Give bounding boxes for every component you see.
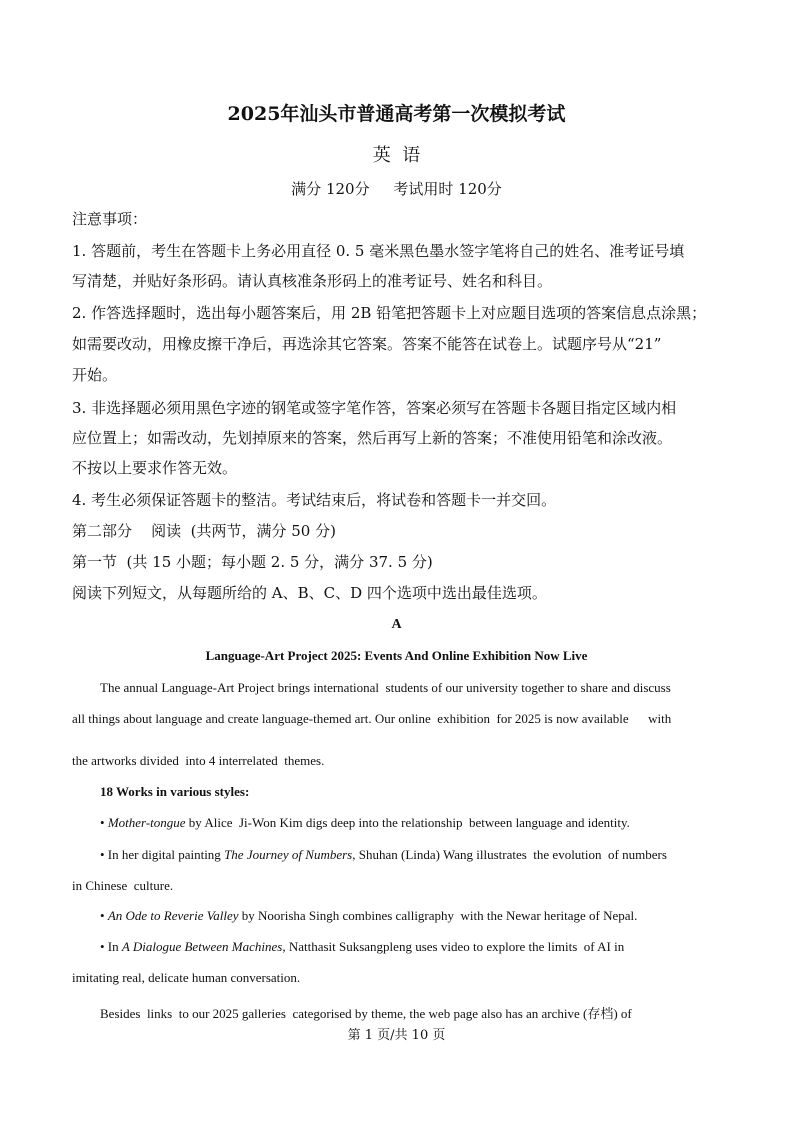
- work-title: The Journey of Numbers: [224, 847, 353, 862]
- paragraph-1-line-2: all things about language and create language-themed art. Our online exhibition for 2025 is now available with: [72, 711, 672, 726]
- work-2-line-2: in Chinese culture.: [72, 878, 174, 893]
- bullet: •: [100, 908, 108, 923]
- note-3-line-2: 应位置上；如需改动，先划掉原来的答案，然后再写上新的答案；不准使用铅笔和涂改液。: [72, 429, 673, 447]
- note-3-line-3: 不按以上要求作答无效。: [72, 459, 238, 477]
- work-desc: by Alice Ji-Won Kim digs deep into the relationship between language and identity.: [185, 815, 630, 830]
- passage-title: Language-Art Project 2025: Events And Online Exhibition Now Live: [205, 648, 588, 663]
- note-2-line-1: 2. 作答选择题时，选出每小题答案后，用 2B 铅笔把答题卡上对应题目选项的答案信息点涂黑；: [72, 304, 707, 322]
- note-2-line-3: 开始。: [72, 366, 118, 384]
- section-instruction: 阅读下列短文，从每题所给的 A、B、C、D 四个选项中选出最佳选项。: [72, 584, 547, 602]
- paragraph-1-line-3: the artworks divided into 4 interrelated themes.: [72, 753, 325, 768]
- bullet: •: [100, 815, 108, 830]
- exam-title: 2025年汕头市普通高考第一次模拟考试: [227, 103, 566, 125]
- work-desc: , Natthasit Suksangpleng uses video to explore the limits of AI in: [282, 939, 625, 954]
- section-sub: 第一节 (共 15 小题；每小题 2. 5 分，满分 37. 5 分): [72, 553, 433, 571]
- section-part: 第二部分 阅读 (共两节，满分 50 分): [72, 522, 336, 540]
- works-heading: 18 Works in various styles:: [100, 784, 250, 799]
- work-4-line-2: imitating real, delicate human conversation.: [72, 970, 301, 985]
- note-1-line-1: 1. 答题前，考生在答题卡上务必用直径 0. 5 毫米黑色墨水签字笔将自己的姓名、准考证号填: [72, 242, 685, 260]
- note-1-line-2: 写清楚，并贴好条形码。请认真核准条形码上的准考证号、姓名和科目。: [72, 272, 553, 290]
- score-time: 满分 120分 考试用时 120分: [291, 180, 502, 198]
- work-title: A Dialogue Between Machines: [121, 939, 283, 954]
- note-2-line-2: 如需要改动，用橡皮擦干净后，再选涂其它答案。答案不能答在试卷上。试题序号从“21”: [72, 335, 662, 353]
- page-number: 第 1 页/共 10 页: [347, 1028, 446, 1043]
- paragraph-2-line-1: Besides links to our 2025 galleries categorised by theme, the web page also has an archive (存档) of: [100, 1006, 632, 1021]
- work-prefix: • In her digital painting: [100, 847, 225, 862]
- work-desc: by Noorisha Singh combines calligraphy with the Newar heritage of Nepal.: [238, 908, 638, 923]
- work-prefix: • In: [100, 939, 122, 954]
- passage-letter: A: [391, 617, 402, 632]
- note-3-line-1: 3. 非选择题必须用黑色字迹的钢笔或签字笔作答，答案必须写在答题卡各题目指定区域内相: [72, 399, 677, 417]
- work-title: An Ode to Reverie Valley: [107, 908, 239, 923]
- subject-title: 英 语: [372, 145, 421, 166]
- work-1: [100, 815, 630, 831]
- note-4-line-1: 4. 考生必须保证答题卡的整洁。考试结束后，将试卷和答题卡一并交回。: [72, 491, 557, 509]
- work-desc: , Shuhan (Linda) Wang illustrates the evolution of numbers: [352, 847, 667, 862]
- work-4: [100, 939, 624, 955]
- work-3: [100, 908, 637, 924]
- notes-heading: 注意事项：: [72, 210, 148, 228]
- paragraph-1-line-1: The annual Language-Art Project brings international students of our university together to share and discuss: [100, 680, 671, 695]
- work-title: Mother-tongue: [107, 815, 186, 830]
- work-2: [100, 847, 667, 863]
